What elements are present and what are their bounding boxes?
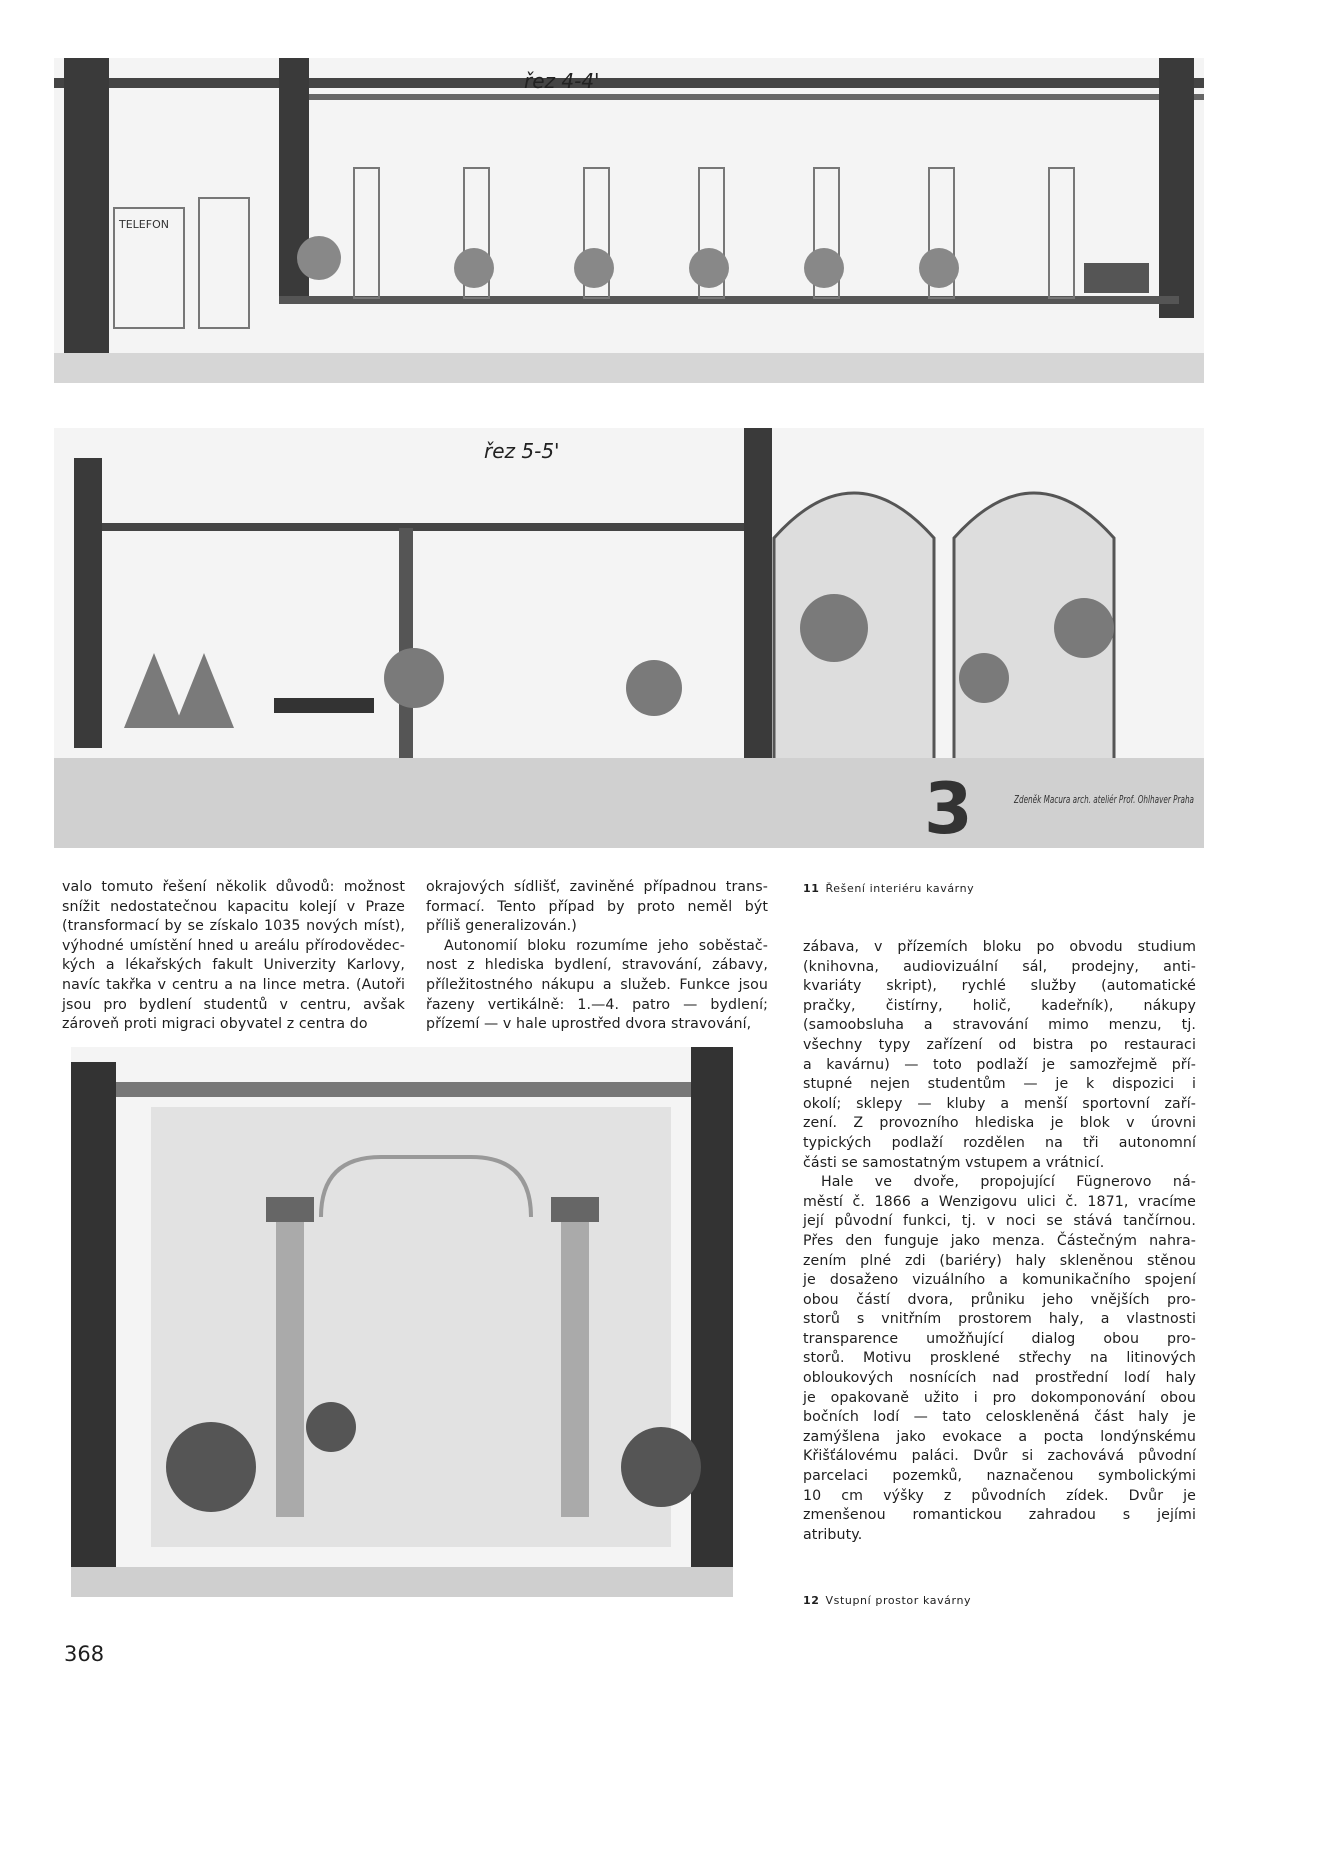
text-line: formací. Tento případ by proto neměl být bbox=[426, 898, 768, 915]
text-line: bočních lodí — tato celoskleněná část haly je bbox=[803, 1409, 1196, 1426]
text-line: její původní funkci, tj. v noci se stává tančírnou. bbox=[803, 1213, 1196, 1230]
text-line: všechny typy zařízení od bistra po restauraci bbox=[803, 1036, 1196, 1053]
section-drawing-5 bbox=[54, 428, 1204, 848]
text-line: stupné nejen studentům — je k dispozici i bbox=[803, 1076, 1196, 1093]
section-label: řez 4-4' bbox=[524, 69, 600, 93]
text-line: zením plné zdi (bariéry) haly skleněnou stěnou bbox=[803, 1252, 1196, 1269]
text-line: jsou pro bydlení studentů v centru, avšak bbox=[62, 996, 405, 1013]
text-column-3 bbox=[803, 938, 1196, 1545]
text-line: kých a lékařských fakult Univerzity Karlovy, bbox=[62, 957, 405, 974]
text-column-1 bbox=[62, 878, 405, 1035]
section-drawing-4 bbox=[54, 58, 1204, 383]
caption-12 bbox=[803, 1594, 971, 1607]
text-line: pračky, čistírny, holič, kadeřník), nákupy bbox=[803, 997, 1196, 1014]
text-line: kvariáty skript), rychlé služby (automatické bbox=[803, 978, 1196, 995]
text-line: (samoobsluha a stravování mimo menzu, tj. bbox=[803, 1017, 1196, 1034]
text-line: Autonomií bloku rozumíme jeho soběstač- bbox=[444, 937, 768, 954]
text-line: obou částí dvora, průniku jeho vnějších pro- bbox=[803, 1291, 1196, 1308]
text-line: parcelaci pozemků, naznačenou symbolickými bbox=[803, 1468, 1196, 1485]
text-column-2 bbox=[426, 878, 768, 1035]
text-line: navíc takřka v centru a na lince metra. (Autoři bbox=[62, 976, 405, 993]
text-line: zábava, v přízemích bloku po obvodu studium bbox=[803, 939, 1196, 955]
text-line: části se samostatným vstupem a vrátnicí. bbox=[803, 1154, 1105, 1171]
text-line: storů s vnitřním prostorem haly, a vlastnosti bbox=[803, 1311, 1196, 1328]
sheet-number: 3 bbox=[924, 768, 973, 850]
text-line: městí č. 1866 a Wenzigovu ulici č. 1871, vracíme bbox=[803, 1193, 1196, 1210]
section-label: řez 5-5' bbox=[484, 439, 560, 463]
text-line: a kavárnu) — toto podlaží je samozřejmě pří- bbox=[803, 1056, 1196, 1073]
text-line: okrajových sídlišť, zaviněné případnou trans- bbox=[426, 879, 768, 895]
telefon-sign: TELEFON bbox=[119, 218, 169, 231]
signature: Zdeněk Macura arch. ateliér Prof. Ohlhaver Praha bbox=[1013, 793, 1195, 806]
text-line: příliš generalizován.) bbox=[426, 918, 577, 935]
page-number: 368 bbox=[64, 1642, 105, 1666]
text-line: zení. Z provozního hlediska je blok v úrovni bbox=[803, 1115, 1196, 1132]
text-line: nost z hlediska bydlení, stravování, zábavy, bbox=[426, 957, 768, 974]
entrance-drawing bbox=[71, 1047, 733, 1597]
text-line: valo tomuto řešení několik důvodů: možnost bbox=[62, 879, 405, 895]
text-line: typických podlaží rozdělen na tři autonomní bbox=[803, 1134, 1196, 1151]
text-line: snížit nedostatečnou kapacitu kolejí v Praze bbox=[62, 898, 405, 915]
text-line: je dosaženo vizuálního a komunikačního spojení bbox=[803, 1272, 1196, 1289]
caption-number: 11 bbox=[803, 882, 820, 895]
text-line: storů. Motivu prosklené střechy na litinových bbox=[803, 1350, 1196, 1367]
text-line: Hale ve dvoře, propojující Fügnerovo ná- bbox=[821, 1174, 1196, 1191]
text-line: Přes den funguje jako menza. Částečným nahra- bbox=[803, 1232, 1196, 1249]
text-line: Křišťálovému paláci. Dvůr si zachovává původní bbox=[803, 1448, 1196, 1465]
caption-11 bbox=[803, 882, 974, 895]
text-line: (knihovna, audiovizuální sál, prodejny, anti- bbox=[803, 958, 1196, 975]
text-line: atributy. bbox=[803, 1526, 863, 1543]
caption-text: Řešení interiéru kavárny bbox=[825, 882, 975, 895]
text-line: obloukových nosnících nad prostřední lodí haly bbox=[803, 1370, 1196, 1387]
text-line: zároveň proti migraci obyvatel z centra do bbox=[62, 1016, 368, 1033]
text-line: (transformací by se získalo 1035 nových míst), bbox=[62, 918, 405, 935]
caption-number: 12 bbox=[803, 1594, 820, 1607]
text-line: transparence umožňující dialog obou pro- bbox=[803, 1330, 1196, 1347]
text-line: 10 cm výšky z původních zídek. Dvůr je bbox=[803, 1487, 1196, 1504]
text-line: zmenšenou romantickou zahradou s jejími bbox=[803, 1507, 1196, 1524]
text-line: příležitostného nákupu a služeb. Funkce jsou bbox=[426, 976, 768, 993]
text-line: je opakovaně užito i pro dokomponování obou bbox=[803, 1389, 1196, 1406]
text-line: výhodné umístění hned u areálu přírodovědec- bbox=[62, 937, 405, 954]
text-line: přízemí — v hale uprostřed dvora stravování, bbox=[426, 1016, 752, 1033]
caption-text: Vstupní prostor kavárny bbox=[825, 1594, 972, 1607]
text-line: zamýšlena jako evokace a pocta londýnskému bbox=[803, 1428, 1196, 1445]
text-line: okolí; sklepy — kluby a menší sportovní zaří- bbox=[803, 1095, 1196, 1112]
text-line: řazeny vertikálně: 1.—4. patro — bydlení; bbox=[426, 996, 768, 1013]
